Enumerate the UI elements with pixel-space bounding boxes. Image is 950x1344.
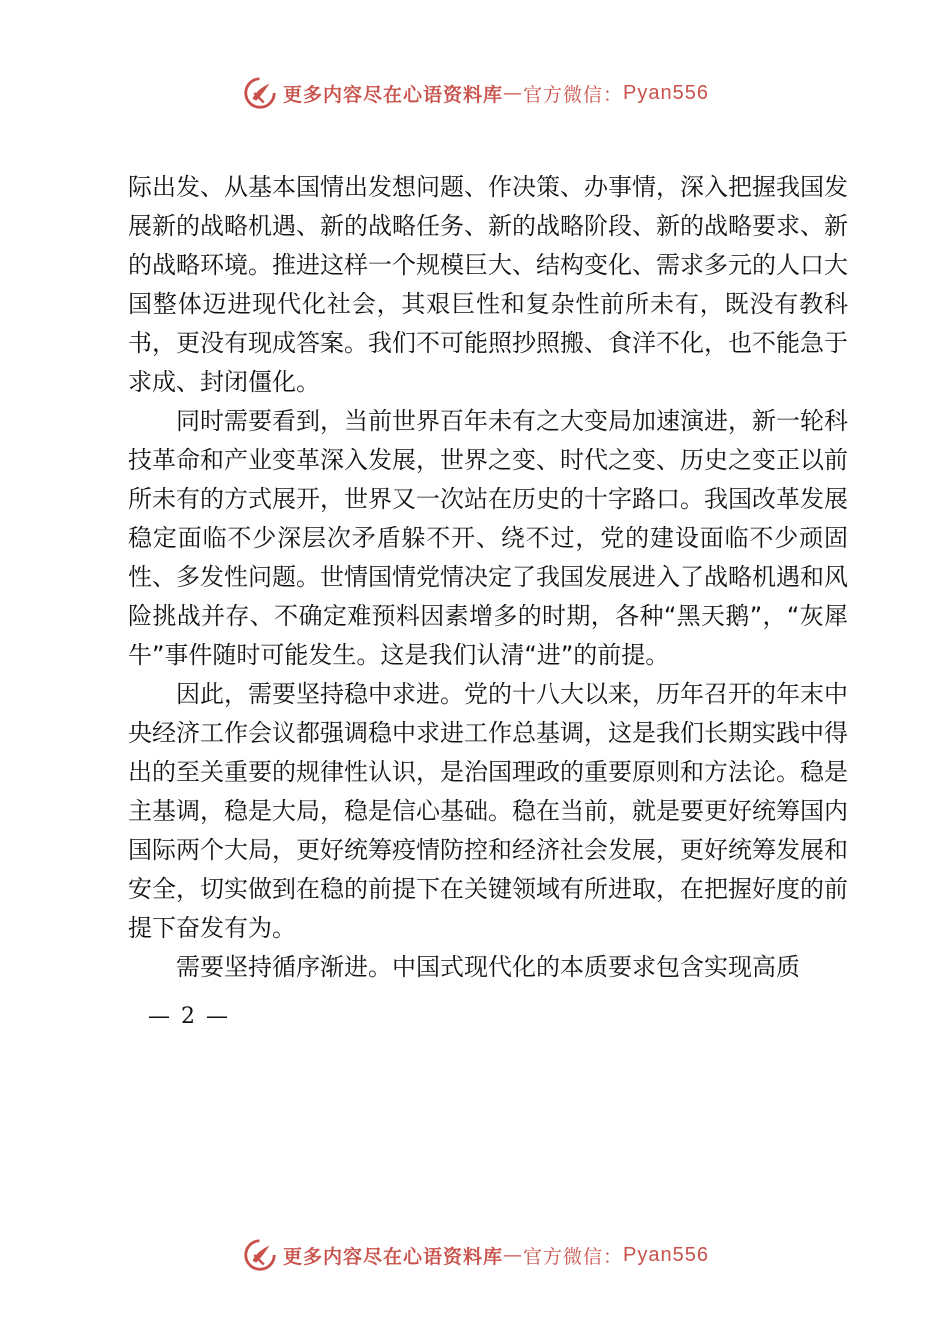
watermark-text: 更多内容尽在心语资料库 — [283, 83, 504, 106]
watermark-wechat-label: 官方微信： — [523, 1245, 624, 1268]
watermark-wechat-id: Pyan556 — [623, 1243, 709, 1266]
footer-watermark — [0, 1236, 950, 1274]
watermark-separator: — — [503, 82, 524, 104]
paragraph-1: 际出发、从基本国情出发想问题、作决策、办事情，深入把握我国发展新的战略机遇、新的战略任务、新的战略阶段、新的战略要求、新的战略环境。推进这样一个规模巨大、结构变化、需求多元的人口大国整体迈进现代化社会，其艰巨性和复杂性前所未有，既没有教科书，更没有现成答案。我们不可能照抄照搬、食洋不化，也不能急于求成、封闭僵化。 — [128, 173, 848, 396]
paragraph-3: 因此，需要坚持稳中求进。党的十八大以来，历年召开的年末中央经济工作会议都强调稳中求进工作总基调，这是我们长期实践中得出的至关重要的规律性认识，是治国理政的重要原则和方法论。稳是主基调，稳是大局，稳是信心基础。稳在当前，就是要更好统筹国内国际两个大局，更好统筹疫情防控和经济社会发展，更好统筹发展和安全，切实做到在稳的前提下在关键领域有所进取，在把握好度的前提下奋发有为。 — [128, 680, 848, 942]
logo-icon — [241, 74, 279, 112]
page-number: — 2 — — [148, 1004, 230, 1029]
watermark-wechat-id: Pyan556 — [623, 81, 709, 104]
logo-icon — [241, 1236, 279, 1274]
document-body — [128, 168, 848, 987]
watermark-separator: — — [503, 1244, 524, 1266]
header-watermark — [0, 74, 950, 112]
paragraph-4: 需要坚持循序渐进。中国式现代化的本质要求包含实现高质 — [176, 953, 800, 981]
watermark-wechat-label: 官方微信： — [523, 83, 624, 106]
watermark-text: 更多内容尽在心语资料库 — [283, 1245, 504, 1268]
paragraph-2: 同时需要看到，当前世界百年未有之大变局加速演进，新一轮科技革命和产业变革深入发展，世界之变、时代之变、历史之变正以前所未有的方式展开，世界又一次站在历史的十字路口。我国改革发展稳定面临不少深层次矛盾躲不开、绕不过，党的建设面临不少顽固性、多发性问题。世情国情党情决定了我国发展进入了战略机遇和风险挑战并存、不确定难预料因素增多的时期，各种“黑天鹅”，“灰犀牛”事件随时可能发生。这是我们认清“进”的前提。 — [128, 407, 848, 669]
